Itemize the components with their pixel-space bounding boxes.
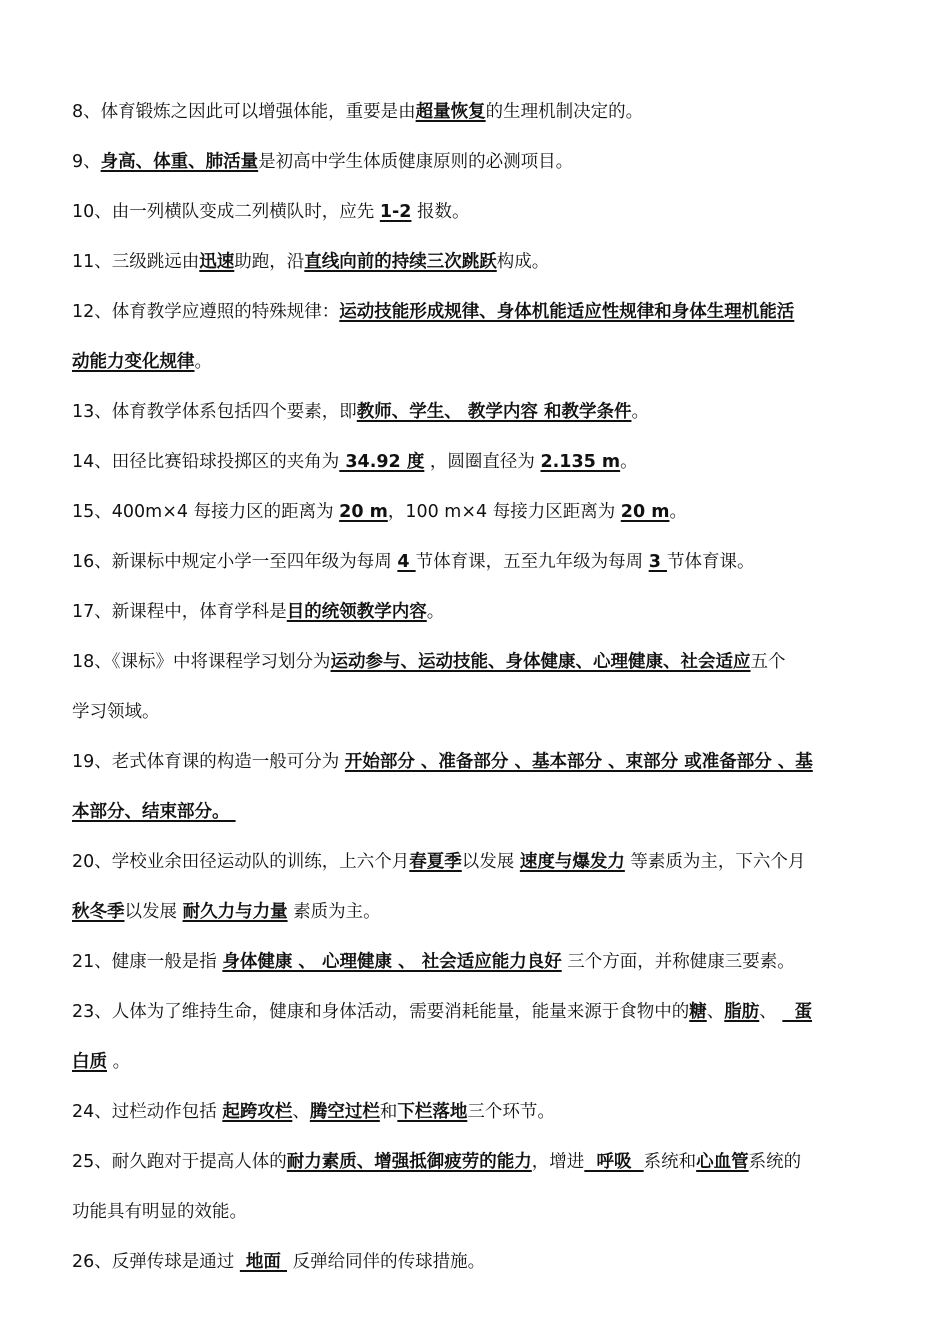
question-text: 14、田径比赛铅球投掷区的夹角为 [72, 452, 340, 472]
answer-text: 耐久力与力量 [182, 902, 288, 922]
question-text: 19、老式体育课的构造一般可分为 [72, 752, 345, 772]
question-text: ，100 m×4 每接力区距离为 [387, 502, 621, 522]
text-line [72, 592, 878, 642]
question-text: 8、体育锻炼之因此可以增强体能，重要是由 [72, 102, 416, 122]
question-text: 9、 [72, 152, 101, 172]
answer-text: 脂肪 [724, 1002, 760, 1022]
text-line [72, 1242, 878, 1292]
answer-text: 目的统领教学内容 [286, 602, 427, 622]
answer-text: 动能力变化规律 [72, 352, 195, 372]
document-page [72, 92, 878, 1292]
text-line [72, 92, 878, 142]
question-text: 11、三级跳远由 [72, 252, 200, 272]
answer-text: 腾空过栏 [309, 1102, 380, 1122]
question-text: 、 [706, 1002, 725, 1022]
question-text: 助跑，沿 [234, 252, 305, 272]
text-line [72, 842, 878, 892]
answer-text: 心血管 [696, 1152, 749, 1172]
question-text: 21、健康一般是指 [72, 952, 223, 972]
answer-text: 20 m [620, 502, 670, 522]
question-text: 系统和 [643, 1152, 697, 1172]
question-text: ，圆圈直径为 [424, 452, 541, 472]
text-line [72, 642, 878, 692]
question-text: 系统的 [748, 1152, 802, 1172]
answer-text: 4 [397, 552, 416, 572]
text-line [72, 292, 878, 342]
question-text: 构成。 [496, 252, 550, 272]
question-text: 素质为主。 [287, 902, 381, 922]
question-text: 25、耐久跑对于提高人体的 [72, 1152, 287, 1172]
answer-text: 起跨攻栏 [222, 1102, 293, 1122]
answer-text: 迅速 [199, 252, 235, 272]
text-line [72, 792, 878, 842]
answer-text: 地面 [239, 1252, 288, 1272]
question-text: 学习领域。 [72, 702, 160, 722]
answer-text: 本部分、结束部分。 [72, 802, 236, 822]
question-text: 。 [620, 452, 638, 472]
question-text: 20、学校业余田径运动队的训练，上六个月 [72, 852, 410, 872]
answer-text: 超量恢复 [415, 102, 486, 122]
answer-text: 34.92 度 [339, 452, 425, 472]
question-text: 、 [292, 1102, 310, 1122]
question-text: 节体育课，五至九年级为每周 [415, 552, 649, 572]
answer-text: 秋冬季 [72, 902, 125, 922]
question-text: 报数。 [411, 202, 470, 222]
text-line [72, 392, 878, 442]
question-text: 。 [669, 502, 687, 522]
answer-text: 2.135 m [540, 452, 621, 472]
question-text: 13、体育教学体系包括四个要素，即 [72, 402, 357, 422]
question-text: 16、新课标中规定小学一至四年级为每周 [72, 552, 398, 572]
question-text: 、 [759, 1002, 783, 1022]
question-text: ，增进 [531, 1152, 585, 1172]
answer-text: 呼吸 [584, 1152, 644, 1172]
question-text: 。 [631, 402, 649, 422]
text-line [72, 342, 878, 392]
question-text: 。 [194, 352, 212, 372]
question-text: 三个方面，并称健康三要素。 [561, 952, 795, 972]
text-line [72, 492, 878, 542]
answer-text: 身高、体重、肺活量 [100, 152, 259, 172]
answer-text: 身体健康 、 心理健康 、 社会适应能力良好 [222, 952, 562, 972]
question-text: 15、400m×4 每接力区的距离为 [72, 502, 340, 522]
answer-text: 3 [648, 552, 667, 572]
question-text: 等素质为主，下六个月 [624, 852, 806, 872]
question-text: 26、反弹传球是通过 [72, 1252, 240, 1272]
answer-text: 运动参与、运动技能、身体健康、心理健康、社会适应 [330, 652, 751, 672]
answer-text: 20 m [339, 502, 388, 522]
text-line [72, 742, 878, 792]
question-text: 反弹给同伴的传球措施。 [287, 1252, 486, 1272]
answer-text: 春夏季 [409, 852, 462, 872]
answer-text: 耐力素质、增强抵御疲劳的能力 [286, 1152, 532, 1172]
answer-text: 教师、学生、 教学内容 和教学条件 [356, 402, 632, 422]
answer-text: 直线向前的持续三次跳跃 [304, 252, 497, 272]
answer-text: 蛋 [782, 1002, 813, 1022]
question-text: 的生理机制决定的。 [485, 102, 644, 122]
answer-text: 运动技能形成规律、身体机能适应性规律和身体生理机能活 [339, 302, 795, 322]
question-text: 24、过栏动作包括 [72, 1102, 223, 1122]
question-text: 23、人体为了维持生命，健康和身体活动，需要消耗能量，能量来源于食物中的 [72, 1002, 690, 1022]
question-text: 五个 [750, 652, 786, 672]
text-line [72, 442, 878, 492]
question-text: 是初高中学生体质健康原则的必测项目。 [258, 152, 574, 172]
question-text: 18、《课标》中将课程学习划分为 [72, 652, 331, 672]
question-text: 节体育课。 [666, 552, 755, 572]
question-text: 三个环节。 [467, 1102, 555, 1122]
text-line [72, 1092, 878, 1142]
answer-text: 开始部分 、准备部分 、基本部分 、束部分 或准备部分 、基 [344, 752, 813, 772]
text-line [72, 1142, 878, 1192]
question-text: 以发展 [124, 902, 183, 922]
question-text: 10、由一列横队变成二列横队时，应先 [72, 202, 380, 222]
question-text: 功能具有明显的效能。 [72, 1202, 247, 1222]
question-text: 12、体育教学应遵照的特殊规律： [72, 302, 340, 322]
text-line [72, 192, 878, 242]
text-line [72, 992, 878, 1042]
question-text: 17、新课程中，体育学科是 [72, 602, 287, 622]
answer-text: 下栏落地 [397, 1102, 468, 1122]
answer-text: 速度与爆发力 [519, 852, 625, 872]
text-line [72, 242, 878, 292]
question-text: 。 [426, 602, 445, 622]
text-line [72, 1042, 878, 1092]
question-text: 以发展 [461, 852, 520, 872]
text-line [72, 892, 878, 942]
text-line [72, 692, 878, 742]
text-line [72, 542, 878, 592]
answer-text: 糖 [689, 1002, 707, 1022]
answer-text: 1-2 [379, 202, 412, 222]
question-text: 。 [107, 1052, 131, 1072]
question-text: 和 [379, 1102, 398, 1122]
text-line [72, 1192, 878, 1242]
answer-text: 白质 [72, 1052, 107, 1072]
text-line [72, 142, 878, 192]
text-line [72, 942, 878, 992]
